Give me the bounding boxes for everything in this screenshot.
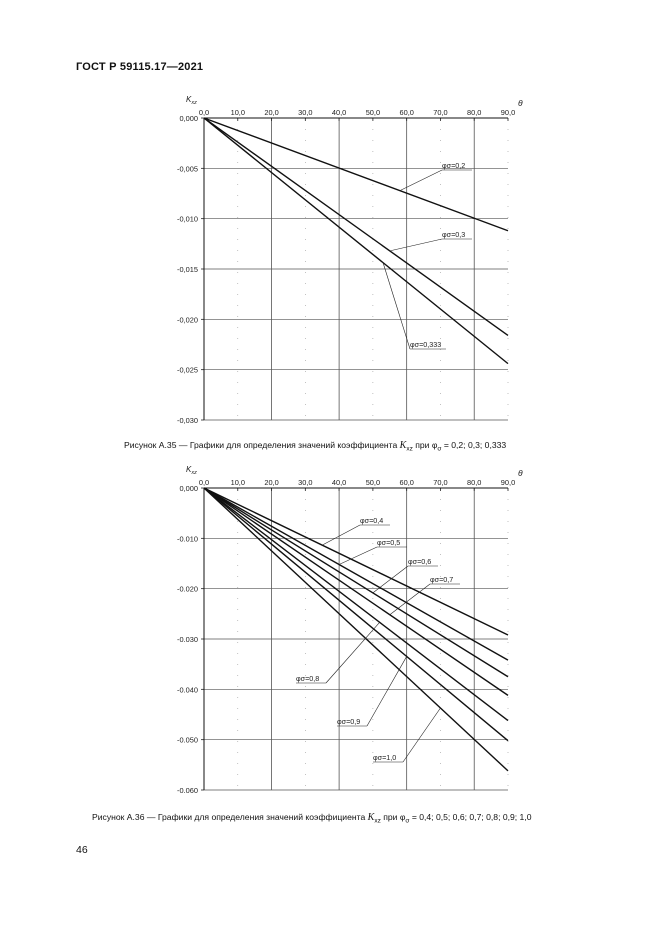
x-tick-label: 20,0 [264, 108, 279, 117]
x-tick-label: 70,0 [433, 478, 448, 487]
caption-a36-sub: σ [405, 817, 410, 825]
series-label-36-4: φσ=0,8 [296, 674, 320, 683]
x-tick-label: 10,0 [230, 478, 245, 487]
series-line-36-5 [204, 488, 508, 741]
series-line-36-3 [204, 488, 508, 695]
y-tick-label: -0.030 [177, 635, 198, 644]
series-line-36-0 [204, 488, 508, 635]
x-tick-label: 60,0 [399, 478, 414, 487]
series-label-leader [403, 708, 440, 762]
caption-a35-mid: при φ [412, 440, 438, 450]
series-label-leader [326, 622, 380, 683]
series-line-36-1 [204, 488, 508, 660]
y-tick-label: -0.060 [177, 786, 198, 795]
y-tick-label: -0,010 [177, 214, 198, 224]
caption-a36-k: K [367, 812, 375, 823]
y-tick-label: -0,025 [177, 365, 198, 375]
series-label-35-1: φσ=0,3 [442, 230, 466, 239]
y-tick-label: -0.010 [177, 534, 198, 544]
caption-a36-ksub: xz [374, 817, 381, 825]
x-tick-label: 0,0 [198, 478, 210, 487]
x-tick-label: 80,0 [467, 478, 482, 487]
y-tick-label: -0.040 [177, 685, 198, 695]
x-tick-label: 80,0 [467, 108, 482, 117]
series-label-leader [322, 525, 360, 545]
caption-a35-values: = 0,2; 0,3; 0,333 [441, 440, 507, 450]
series-line-36-6 [204, 488, 508, 771]
series-label-36-0: φσ=0,4 [360, 516, 384, 525]
y-tick-label: -0.050 [177, 735, 198, 745]
x-axis-label: θ [518, 98, 523, 108]
y-tick-label: -0,005 [177, 164, 198, 174]
x-tick-label: 20,0 [264, 478, 279, 487]
caption-a35-ksub: xz [406, 445, 413, 453]
x-tick-label: 90,0 [500, 478, 516, 487]
series-label-36-2: φσ=0,6 [408, 557, 432, 566]
caption-a36-mid: при φ [380, 812, 406, 822]
x-tick-label: 30,0 [298, 478, 313, 487]
caption-a35-sub: σ [437, 445, 442, 453]
y-tick-label: -0.020 [177, 584, 198, 594]
caption-a36-values: = 0,4; 0,5; 0,6; 0,7; 0,8; 0,9; 1,0 [409, 812, 532, 822]
x-tick-label: 30,0 [298, 108, 313, 117]
series-label-36-1: φσ=0,5 [377, 538, 401, 547]
series-line-36-2 [204, 488, 508, 677]
x-tick-label: 40,0 [331, 108, 347, 117]
series-label-36-6: φσ=1,0 [373, 753, 397, 762]
y-axis-label: $K_{xz}$ [186, 465, 197, 476]
series-label-35-0: φσ=0,2 [442, 161, 466, 170]
x-tick-label: 40,0 [331, 478, 347, 487]
caption-a36-prefix: Рисунок А.36 — Графики для определения значений коэффициента [92, 812, 368, 822]
caption-a35-k: K [399, 440, 407, 451]
series-line-36-4 [204, 488, 508, 721]
series-label-36-5: φσ=0,9 [337, 717, 361, 726]
y-tick-label: -0,015 [177, 265, 198, 274]
y-tick-label: -0,020 [177, 315, 198, 325]
document-header: ГОСТ Р 59115.17—2021 [76, 61, 204, 73]
series-label-35-2: φσ=0,333 [410, 340, 442, 349]
x-tick-label: 90,0 [500, 108, 516, 117]
x-tick-label: 60,0 [399, 108, 414, 117]
series-label-leader [367, 656, 407, 726]
caption-a36 [92, 812, 532, 825]
x-tick-label: 0,0 [198, 108, 210, 117]
y-tick-label: 0,000 [179, 114, 198, 123]
y-tick-label: -0,030 [177, 416, 198, 425]
series-label-36-3: φσ=0,7 [430, 575, 454, 584]
y-tick-label: 0,000 [179, 484, 198, 493]
x-tick-label: 50,0 [365, 108, 381, 117]
x-axis-label: θ [518, 468, 523, 478]
x-tick-label: 70,0 [433, 108, 448, 117]
page-number: 46 [76, 844, 88, 856]
caption-a35-prefix: Рисунок А.35 — Графики для определения значений коэффициента [124, 440, 400, 450]
y-axis-label: $K_{xz}$ [186, 95, 197, 106]
x-tick-label: 10,0 [230, 108, 245, 117]
x-tick-label: 50,0 [365, 478, 381, 487]
